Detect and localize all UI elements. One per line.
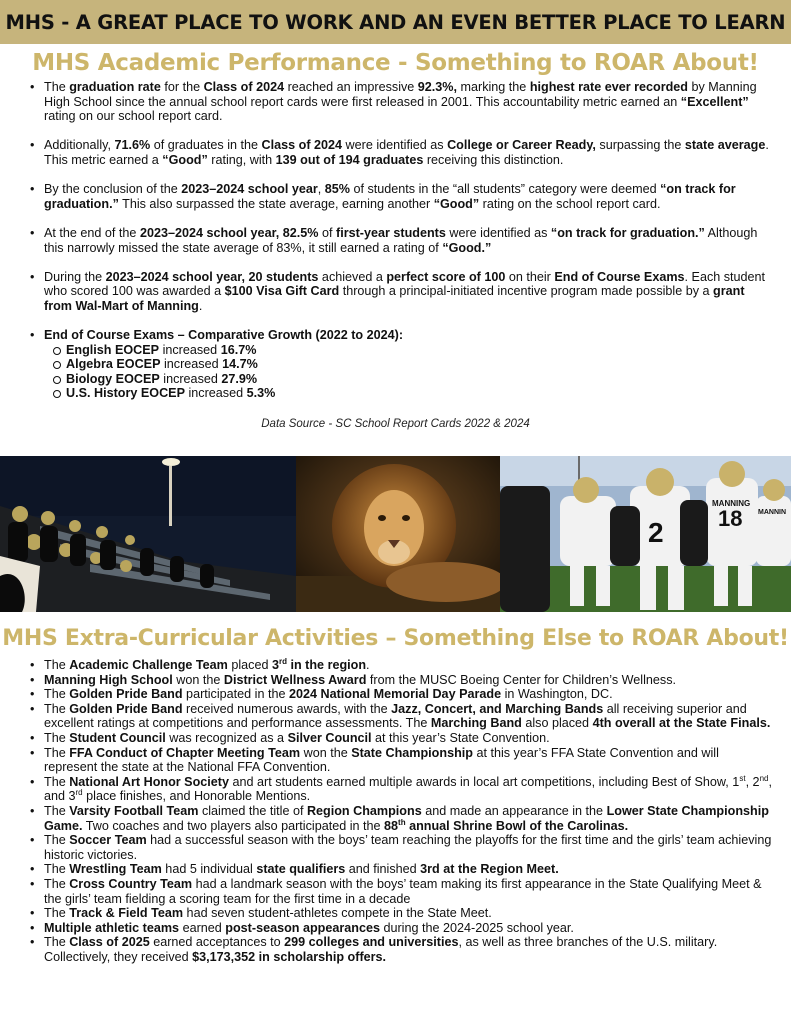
list-item: • During the 2023–2024 school year, 20 students achieved a perfect score of 100 on their End of Course Exams. Each student who scored 100 was awarded a $100 Visa Gift Card through a principal-initiated incentive program made possible by a grant from Wal-Mart of Manning. xyxy=(28,270,773,314)
eoc-growth-heading: End of Course Exams – Comparative Growth (2022 to 2024): xyxy=(44,328,404,343)
eoc-item: Algebra EOCEP increased 14.7% xyxy=(51,357,773,371)
list-item: • At the end of the 2023–2024 school year, 82.5% of first-year students were identified as “on track for graduation.” Although this narrowly missed the state average of 83%, it still earned a rating of “Good.” xyxy=(28,226,773,255)
activities-list xyxy=(28,658,773,964)
academic-list xyxy=(28,80,773,415)
list-item: • The FFA Conduct of Chapter Meeting Team won the State Championship at this year’s FFA State Convention and will represent the state at the National FFA Convention. xyxy=(28,746,773,775)
lion-photo xyxy=(296,456,500,612)
list-item: • The Cross Country Team had a landmark season with the boys’ team making its first appearance in the State Qualifying Meet & the girls’ team fielding a scoring team for the first time in a decade xyxy=(28,877,773,906)
football-team-photo xyxy=(500,456,791,612)
activities-section-title: MHS Extra-Curricular Activities – Something Else to ROAR About! xyxy=(2,626,789,651)
academic-section-title: MHS Academic Performance - Something to ROAR About! xyxy=(32,50,759,76)
list-item: • The Golden Pride Band received numerous awards, with the Jazz, Concert, and Marching Bands all receiving superior and excellent ratings at competitions and performance assessments. The Marching Band also placed 4th overall at the State Finals. xyxy=(28,702,773,731)
eoc-item: Biology EOCEP increased 27.9% xyxy=(51,372,773,386)
list-item: • The Academic Challenge Team placed 3rd in the region. xyxy=(28,658,773,673)
list-item: • Multiple athletic teams earned post-season appearances during the 2024-2025 school year. xyxy=(28,921,773,936)
list-item: • The Soccer Team had a successful season with the boys’ team reaching the playoffs for the first time and the girls’ team achieving historic victories. xyxy=(28,833,773,862)
header-banner xyxy=(0,0,791,44)
eoc-item: English EOCEP increased 16.7% xyxy=(51,343,773,357)
list-item: • The Wrestling Team had 5 individual state qualifiers and finished 3rd at the Region Meet. xyxy=(28,862,773,877)
eoc-growth-list xyxy=(51,343,773,401)
list-item: • The National Art Honor Society and art students earned multiple awards in local art competitions, including Best of Show, 1st, 2nd, and 3rd place finishes, and Honorable Mentions. xyxy=(28,775,773,804)
banner-title: MHS - A GREAT PLACE TO WORK AND AN EVEN BETTER PLACE TO LEARN xyxy=(5,10,786,34)
jersey-text: MANNING xyxy=(712,499,751,508)
data-source-note: Data Source - SC School Report Cards 2022 & 2024 xyxy=(261,418,530,430)
list-item: • The Class of 2025 earned acceptances to 299 colleges and universities, as well as three branches of the U.S. military. Collectively, they received $3,173,352 in scholarship offers. xyxy=(28,935,773,964)
marching-band-photo xyxy=(0,456,296,612)
list-item xyxy=(28,328,773,400)
list-item: • Additionally, 71.6% of graduates in the Class of 2024 were identified as College or Career Ready, surpassing the state average. This metric earned a “Good” rating, with 139 out of 194 graduates receiving this distinction. xyxy=(28,138,773,167)
list-item: • The Varsity Football Team claimed the title of Region Champions and made an appearance in the Lower State Championship Game. Two coaches and two players also participated in the 88th annual Shrine Bowl of the Carolinas. xyxy=(28,804,773,833)
list-item: • The graduation rate for the Class of 2024 reached an impressive 92.3%, marking the highest rate ever recorded by Manning High School since the annual school report cards were first released in 2001. This accountability metric earned an “Excellent” rating on our school report card. xyxy=(28,80,773,124)
list-item: • By the conclusion of the 2023–2024 school year, 85% of students in the “all students” category were deemed “on track for graduation.” This also surpassed the state average, earning another “Good” rating on the school report card. xyxy=(28,182,773,211)
list-item: • The Student Council was recognized as a Silver Council at this year’s State Convention. xyxy=(28,731,773,746)
jersey-number: 2 xyxy=(648,517,664,548)
list-item: • The Golden Pride Band participated in the 2024 National Memorial Day Parade in Washington, DC. xyxy=(28,687,773,702)
list-item: • The Track & Field Team had seven student-athletes compete in the State Meet. xyxy=(28,906,773,921)
jersey-text: MANNIN xyxy=(758,509,786,516)
list-item: • Manning High School won the District Wellness Award from the MUSC Boeing Center for Children’s Wellness. xyxy=(28,673,773,688)
eoc-item: U.S. History EOCEP increased 5.3% xyxy=(51,386,773,400)
photo-strip xyxy=(0,456,791,612)
jersey-number: 18 xyxy=(718,506,743,531)
